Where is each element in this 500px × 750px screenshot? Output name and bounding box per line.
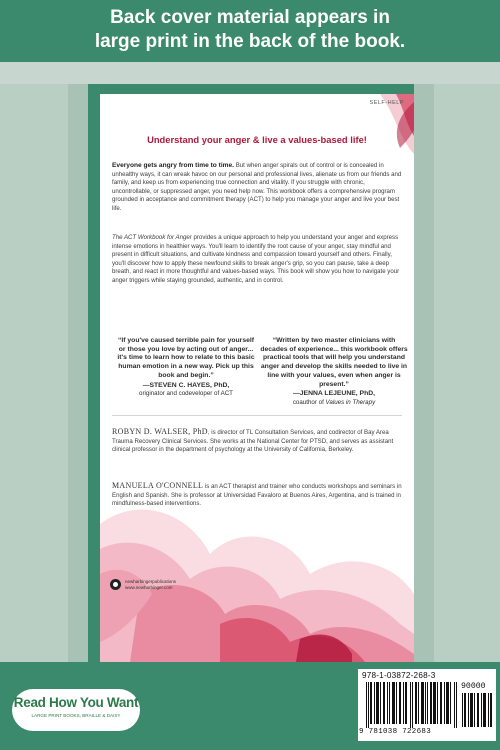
book-title: The ACT Workbook for Anger [112,234,192,241]
quote-text: “If you've caused terrible pain for yourself or those you love by acting out of anger... it's time to learn how to relate to this basic human emotion in a new way. Pick up this book and begin.” [117,337,255,379]
isbn-text: 978-1-03872-268-3 [362,671,436,680]
publisher-name: newharbingerpublications www.newharbinger.com [125,579,177,590]
bio-text: , is director of TL Consultation Services, and codirector of Bay Area Trauma Recovery Clinical Services. She works at the National Center for PTSD, and serves as assistant clinical professor in the department of psychology at the University of California, Berkeley. [112,429,394,454]
brand-name: Read How You Want [13,695,139,710]
barcode-box [358,669,496,741]
author-name: ROBYN D. WALSER, PhD [112,427,208,436]
author-bio-walser [112,428,402,455]
light-stripe [0,62,500,84]
description-text: provides a unique approach to help you understand your anger and express intense emotions in healthier ways. You'll learn to identify the root cause of your anger, stay mindful and present in difficult situations, and cultivate kindness and compassion toward yourself and others. Finally, you'll discover how to apply these newfound skills to break anger's grip, so you can pause, take a deep breath, and react in more thoughtful and values-based ways. This book will show you how to navigate your anger triggers while staying grounded, authentic, and in control. [112,234,400,284]
banner-line-2: large print in the back of the book. [94,31,406,52]
banner-line-1: Back cover material appears in [110,7,390,28]
left-margin [0,84,88,662]
cover-headline: Understand your anger & live a values-based life! [147,134,367,145]
bio-text: is an ACT therapist and trainer who conducts workshops and seminars in English and Spanish. She is professor at Universidad Favaloro at Buenos Aires, Argentina, and is trained in mindfulness-based interventions. [112,483,402,508]
price-barcode-icon [462,693,492,727]
description-paragraph [112,234,402,286]
quote-author: —JENNA LEJEUNE, PhD, [292,390,376,398]
quote-text: “Written by two master clinicians with decades of experience... this workbook offers practical tools that will help you understand anger and develop the skills needed to live in line with your values, even when anger is present.” [260,337,408,388]
endorsement-lejeune [260,337,408,408]
category-label: SELF-HELP [369,100,404,106]
intro-text: But when anger spirals out of control or is concealed in unhealthy ways, it can wreak havoc on our personal and professional lives, alienate us from our friends and family, and keep us from experiencing true connection and vitality. If you struggle with chronic, uncontrollable, or suppressed anger, you need help now. This workbook offers a comprehensive program grounded in acceptance and commitment therapy (ACT) to help you manage your anger and live your best life. [112,162,402,212]
quote-role: originator and codeveloper of ACT [139,390,233,398]
endorsement-hayes [114,337,258,399]
author-bio-oconnell [112,482,402,509]
intro-paragraph [112,162,402,214]
ean-digits: 9 781038 722683 [359,728,432,736]
quote-author: —STEVEN C. HAYES, PhD, [142,381,230,389]
brand-tagline: LARGE PRINT BOOKS, BRAILLE & DAISY [31,713,121,718]
intro-lead: Everyone gets angry from time to time. [112,162,235,169]
right-margin [414,84,500,662]
publisher-logo-icon [110,579,121,590]
read-how-you-want-logo [12,689,140,731]
ean-barcode-icon [366,682,458,728]
back-cover-image [100,94,414,662]
price-code: 90000 [461,682,486,691]
quote-role: coauthor of Values in Therapy [292,398,376,406]
top-banner [0,0,500,62]
divider [112,415,402,416]
author-name: MANUELA O'CONNELL [112,481,204,490]
